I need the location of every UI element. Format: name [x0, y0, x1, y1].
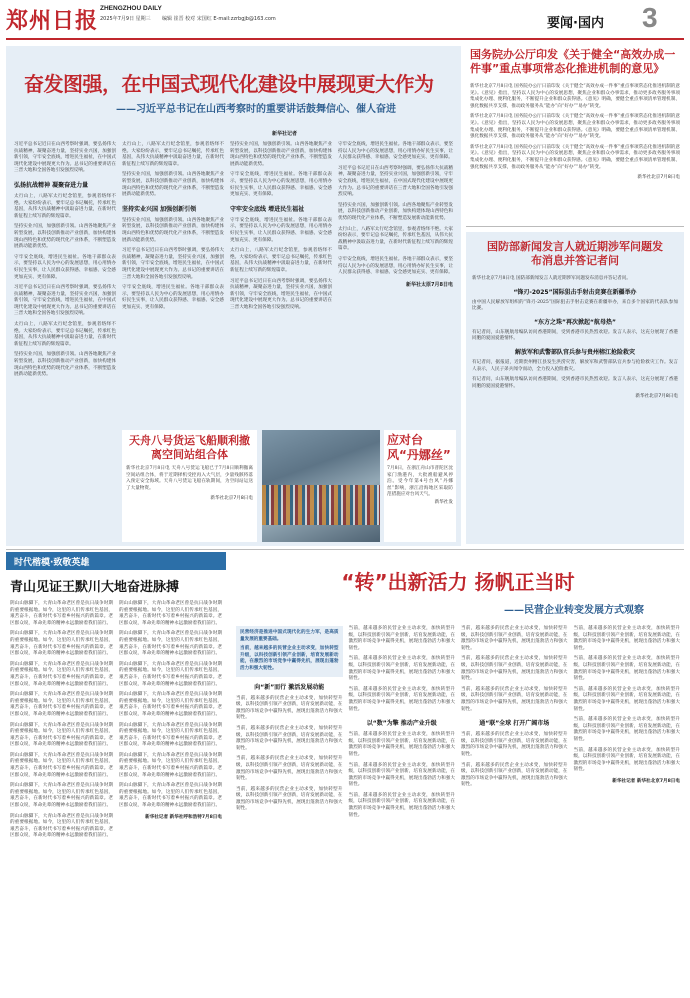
main-col1-text-d: 守牢安全底线，增进民生福祉。各地干部群众表示，要坚持以人民为中心的发展思想，用心用情办好民生实事，让人民群众获得感、幸福感、安全感更加充实、更有保障。 [14, 254, 116, 280]
section-tag [6, 552, 226, 570]
bottom-left-text-1: 阴山山脉脚下，大青山革命老区曾是抗日战争时期的重要根据地。如今，这里的人们传承红色基因，艰苦奋斗，在新时代书写着乡村振兴的新篇章。老区群众说，革命先辈的精神永远激励着我们前行。 [10, 601, 113, 626]
main-column-4 [338, 142, 453, 422]
bottom-right-text-20: 当前，越来越多的民营企业主动求变，加快转型升级，以科技创新引领产业创新，培育发展新动能，在激烈的市场竞争中赢得先机，展现出蓬勃活力和强大韧性。 [573, 747, 680, 773]
bottom-right-subtitle: ——民营企业转变发展方式观察 [504, 605, 644, 616]
spacecraft-story [122, 430, 257, 542]
bottom-right-text-5: 当前，越来越多的民营企业主动求变，加快转型升级，以科技创新引领产业创新，培育发展新动能，在激烈的市场竞争中赢得先机，展现出蓬勃活力和强大韧性。 [348, 626, 455, 651]
bottom-left-headline: 青山见证王默川大地奋进脉搏 [10, 580, 180, 595]
bottom-left-text-12: 阴山山脉脚下，大青山革命老区曾是抗日战争时期的重要根据地。如今，这里的人们传承红色基因，艰苦奋斗，在新时代书写着乡村振兴的新篇章。老区群众说，革命先辈的精神永远激励着我们前行。 [119, 692, 222, 717]
bottom-right-col-4 [574, 626, 681, 819]
bottom-right-text-9: 当前，越来越多的民营企业主动求变，加快转型升级，以科技创新引领产业创新，培育发展新动能，在激烈的市场竞争中赢得先机，展现出蓬勃活力和强大韧性。 [348, 762, 455, 788]
bottom-left-story [6, 552, 226, 992]
bottom-right-text-1: 当前，越来越多的民营企业主动求变，加快转型升级，以科技创新引领产业创新，培育发展新动能，在激烈的市场竞争中赢得先机，展现出蓬勃活力和强大韧性。 [236, 695, 343, 721]
bottom-right-text-16: 当前，越来越多的民营企业主动求变，加快转型升级，以科技创新引领产业创新，培育发展新动能，在激烈的市场竞争中赢得先机，展现出蓬勃活力和强大韧性。 [573, 626, 680, 651]
bottom-right-headline: “转”出新活力 扬帆正当时 [341, 570, 575, 594]
main-col2-text-e: 守牢安全底线，增进民生福祉。各地干部群众表示，要坚持以人民为中心的发展思想，用心用情办好民生实事，让人民群众获得感、幸福感、安全感更加充实、更有保障。 [122, 285, 224, 310]
bottom-right-text-4: 当前，越来越多的民营企业主动求变，加快转型升级，以科技创新引领产业创新，培育发展新动能，在激烈的市场竞争中赢得先机，展现出蓬勃活力和强大韧性。 [236, 786, 343, 812]
bottom-right-text-6: 当前，越来越多的民营企业主动求变，加快转型升级，以科技创新引领产业创新，培育发展新动能，在激烈的市场竞争中赢得先机，展现出蓬勃活力和强大韧性。 [348, 656, 455, 682]
right-top-end: 新华社北京7月8日电 [637, 175, 680, 181]
bottom-right-text-7: 当前，越来越多的民营企业主动求变，加快转型升级，以科技创新引领产业创新，培育发展新动能，在激烈的市场竞争中赢得先机，展现出蓬勃活力和强大韧性。 [348, 686, 455, 712]
main-story [6, 46, 461, 546]
bottom-right-text-8: 当前，越来越多的民营企业主动求变，加快转型升级，以科技创新引领产业创新，培育发展新动能，在激烈的市场竞争中赢得先机，展现出蓬勃活力和强大韧性。 [348, 732, 455, 757]
bottom-left-text-11: 阴山山脉脚下，大青山革命老区曾是抗日战争时期的重要根据地。如今，这里的人们传承红色基因，艰苦奋斗，在新时代书写着乡村振兴的新篇章。老区群众说，革命先辈的精神永远激励着我们前行。 [119, 661, 222, 687]
bottom-left-text-6: 阴山山脉脚下，大青山革命老区曾是抗日战争时期的重要根据地。如今，这里的人们传承红色基因，艰苦奋斗，在新时代书写着乡村振兴的新篇章。老区群众说，革命先辈的精神永远激励着我们前行。 [10, 752, 113, 778]
bottom-right-columns [232, 626, 684, 819]
bottom-right-text-3: 当前，越来越多的民营企业主动求变，加快转型升级，以科技创新引领产业创新，培育发展新动能，在激烈的市场竞争中赢得先机，展现出蓬勃活力和强大韧性。 [236, 756, 343, 782]
main-col1-text-b: 太行山上，八路军太行纪念馆里，参观者络绎不绝。大家纷纷表示，要牢记总书记嘱托，传承红色基因，从伟大抗战精神中汲取奋进力量，在新时代新征程上续写新的辉煌篇章。 [14, 193, 116, 219]
bottom-left-text-14: 阴山山脉脚下，大青山革命老区曾是抗日战争时期的重要根据地。如今，这里的人们传承红色基因，艰苦奋斗，在新时代书写着乡村振兴的新篇章。老区群众说，革命先辈的精神永远激励着我们前行。 [119, 752, 222, 778]
bottom-left-text-8: 阴山山脉脚下，大青山革命老区曾是抗日战争时期的重要根据地。如今，这里的人们传承红色基因，艰苦奋斗，在新时代书写着乡村振兴的新篇章。老区群众说，革命先辈的精神永远激励着我们前行。 [10, 813, 113, 839]
bottom-left-text-5: 阴山山脉脚下，大青山革命老区曾是抗日战争时期的重要根据地。如今，这里的人们传承红色基因，艰苦奋斗，在新时代书写着乡村振兴的新篇章。老区群众说，革命先辈的精神永远激励着我们前行。 [10, 722, 113, 748]
bottom-right-col-1 [236, 626, 343, 819]
bottom-left-col-2 [119, 601, 222, 840]
main-col3-text-c: 守牢安全底线，增进民生福祉。各地干部群众表示，要坚持以人民为中心的发展思想，用心用情办好民生实事，让人民群众获得感、幸福感、安全感更加充实、更有保障。 [230, 217, 332, 243]
typhoon-caption [384, 430, 456, 542]
typhoon-caption-text: 7月8日，在浙江舟山市普陀区沈家门渔港内，大批渔船避风停泊。受今年第4号台风“丹娜丝”影响，浙江沿海地区采取防范措施应对台风天气。 [387, 466, 453, 498]
right-mid-intro: 新华社北京7月8日电 国防部新闻发言人就近期涉军问题发布消息并答记者问。 [472, 276, 631, 281]
bottom-right-text-12: 当前，越来越多的民营企业主动求变，加快转型升级，以科技创新引领产业创新，培育发展新动能，在激烈的市场竞争中赢得先机，展现出蓬勃活力和强大韧性。 [461, 656, 568, 682]
header-rule [6, 38, 684, 40]
bottom-right-col-2 [349, 626, 456, 819]
bottom-right-text-11: 当前，越来越多的民营企业主动求变，加快转型升级，以科技创新引领产业创新，培育发展新动能，在激烈的市场竞争中赢得先机，展现出蓬勃活力和强大韧性。 [461, 626, 568, 651]
main-end-note: 新华社太原7月8日电 [406, 281, 453, 288]
bottom-right-text-14: 当前，越来越多的民营企业主动求变，加快转型升级，以科技创新引领产业创新，培育发展新动能，在激烈的市场竞争中赢得先机，展现出蓬勃活力和强大韧性。 [461, 732, 568, 757]
bottom-right-story [232, 552, 684, 992]
bottom-right-text-2: 当前，越来越多的民营企业主动求变，加快转型升级，以科技创新引领产业创新，培育发展新动能，在激烈的市场竞争中赢得先机，展现出蓬勃活力和强大韧性。 [236, 725, 343, 751]
bottom-left-text-3: 阴山山脉脚下，大青山革命老区曾是抗日战争时期的重要根据地。如今，这里的人们传承红色基因，艰苦奋斗，在新时代书写着乡村振兴的新篇章。老区群众说，革命先辈的精神永远激励着我们前行。 [10, 661, 113, 687]
right-mid-story [466, 232, 684, 544]
bottom-left-text-10: 阴山山脉脚下，大青山革命老区曾是抗日战争时期的重要根据地。如今，这里的人们传承红色基因，艰苦奋斗，在新时代书写着乡村振兴的新篇章。老区群众说，革命先辈的精神永远激励着我们前行。 [119, 631, 222, 657]
spacecraft-end: 新华社北京7月8日电 [210, 496, 253, 502]
bottom-right-text-13: 当前，越来越多的民营企业主动求变，加快转型升级，以科技创新引领产业创新，培育发展新动能，在激烈的市场竞争中赢得先机，展现出蓬勃活力和强大韧性。 [461, 686, 568, 712]
main-col2-text-b: 坚持实业兴国，加强创新引领。山西各地聚焦产业转型发展，以科技创新推动产业创新，加快构建体现山西特色和优势的现代化产业体系，不断塑造发展新动能新优势。 [122, 172, 224, 198]
bottom-right-text-19: 当前，越来越多的民营企业主动求变，加快转型升级，以科技创新引领产业创新，培育发展新动能，在激烈的市场竞争中赢得先机，展现出蓬勃活力和强大韧性。 [573, 717, 680, 742]
right-divider [466, 226, 684, 227]
right-top-body-b: 新华社北京7月8日电 国务院办公厅日前印发《关于健全“高效办成一件事”重点事项常态化推进机制的意见》。《意见》指出，坚持以人民为中心的发展思想，聚焦企业和群众办事需求，推动更多政务服务事项集成化办理、便利化服务，不断提升企业和群众获得感。《意见》明确，要健全重点事项清单管理机制、强化数据共享支撑，推动政务服务从“能办”向“好办”“易办”转变。 [470, 114, 680, 140]
main-headline: 奋发图强，在中国式现代化建设中展现更大作为 [24, 72, 434, 96]
bottom-left-end: 新华社记者 新华社呼和浩特7月8日电 [145, 814, 222, 820]
main-col1-text-e: 习近平总书记近日在山西考察时强调，要弘扬伟大抗战精神，凝聚奋进力量，坚持实业兴国，加强创新引领，守牢安全底线，增进民生福祉，在中国式现代化建设中展现更大作为。总书记的重要讲话在三晋大地和全国各地引发强烈反响。 [14, 285, 116, 317]
bottom-right-lead-b: 当前，越来越多的民营企业主动求变，加快转型升级，以科技创新引领产业创新，培育发展新动能，在激烈的市场竞争中赢得先机，展现出蓬勃活力和强大韧性。 [240, 646, 339, 671]
main-col1-text-g: 坚持实业兴国，加强创新引领。山西各地聚焦产业转型发展，以科技创新推动产业创新，加快构建体现山西特色和优势的现代化产业体系，不断塑造发展新动能新优势。 [14, 352, 116, 378]
right-mid-para-3: 有记者问，据报道，近期贵州榕江县发生洪涝灾害，解放军和武警部队官兵参与抢险救灾工作。发言人表示，人民子弟兵闻令而动，全力投入抢险救灾。 [472, 359, 678, 372]
main-col4-text: 守牢安全底线，增进民生福祉。各地干部群众表示，要坚持以人民为中心的发展思想，用心用情办好民生实事，让人民群众获得感、幸福感、安全感更加充实、更有保障。 [338, 142, 453, 161]
section-tag-label: 时代楷模·致敬英雄 [14, 558, 90, 568]
right-mid-end: 新华社北京7月8日电 [635, 394, 678, 400]
bottom-left-col-1 [10, 601, 113, 840]
bottom-right-text-10: 当前，越来越多的民营企业主动求变，加快转型升级，以科技创新引领产业创新，培育发展新动能，在激烈的市场竞争中赢得先机，展现出蓬勃活力和强大韧性。 [348, 792, 455, 818]
typhoon-photo [262, 430, 380, 542]
bottom-right-subhead-3: 通“联”全球 打开广阔市场 [479, 720, 550, 728]
main-subhead-1: 弘扬抗战精神 凝聚奋进力量 [14, 181, 89, 189]
harbor-boats-image [262, 485, 380, 525]
main-col3-text-d: 太行山上，八路军太行纪念馆里，参观者络绎不绝。大家纷纷表示，要牢记总书记嘱托，传承红色基因，从伟大抗战精神中汲取奋进力量，在新时代新征程上续写新的辉煌篇章。 [230, 248, 332, 273]
typhoon-credit: 新华社发 [434, 499, 453, 505]
bottom-right-lead-box [236, 626, 343, 677]
typhoon-headline: 应对台风“丹娜丝” [387, 433, 451, 462]
newspaper-en-name: ZHENGZHOU DAILY [100, 5, 162, 12]
right-mid-para-1: 由中国人民解放军组织的“锋刃-2025”国际狙击手射击竞赛在新疆举办，来自多个国家的代表队参加比赛。 [472, 299, 678, 312]
right-top-body: 新华社北京7月8日电 国务院办公厅日前印发《关于健全“高效办成一件事”重点事项常态化推进机制的意见》。《意见》指出，坚持以人民为中心的发展思想，聚焦企业和群众办事需求，推动更多政务服务事项集成化办理、便利化服务，不断提升企业和群众获得感。《意见》明确，要健全重点事项清单管理机制、强化数据共享支撑，推动政务服务从“能办”向“好办”“易办”转变。 [470, 84, 680, 109]
main-col4-text-e: 守牢安全底线，增进民生福祉。各地干部群众表示，要坚持以人民为中心的发展思想，用心用情办好民生实事，让人民群众获得感、幸福感、安全感更加充实、更有保障。 [338, 256, 453, 276]
main-col2-text-d: 习近平总书记近日在山西考察时强调，要弘扬伟大抗战精神，凝聚奋进力量，坚持实业兴国，加强创新引领，守牢安全底线，增进民生福祉，在中国式现代化建设中展现更大作为。总书记的重要讲话在三晋大地和全国各地引发强烈反响。 [122, 248, 224, 280]
bottom-left-text-4: 阴山山脉脚下，大青山革命老区曾是抗日战争时期的重要根据地。如今，这里的人们传承红色基因，艰苦奋斗，在新时代书写着乡村振兴的新篇章。老区群众说，革命先辈的精神永远激励着我们前行。 [10, 692, 113, 717]
main-byline: 新华社记者 [272, 131, 298, 137]
right-mid-subhead-2: “东方之珠”再次掀起“航母热” [534, 318, 616, 326]
main-col3-text-b: 守牢安全底线，增进民生福祉。各地干部群众表示，要坚持以人民为中心的发展思想，用心用情办好民生实事，让人民群众获得感、幸福感、安全感更加充实、更有保障。 [230, 172, 332, 198]
main-column-1 [14, 142, 116, 542]
right-mid-headline: 国防部新闻发言人就近期涉军问题发布消息并答记者问 [487, 240, 663, 267]
main-col3-text-e: 习近平总书记近日在山西考察时强调，要弘扬伟大抗战精神，凝聚奋进力量，坚持实业兴国，加强创新引领，守牢安全底线，增进民生福祉，在中国式现代化建设中展现更大作为。总书记的重要讲话在三晋大地和全国各地引发强烈反响。 [230, 278, 332, 310]
main-column-2 [122, 142, 224, 422]
main-column-3 [230, 142, 332, 422]
main-col4-text-c: 坚持实业兴国，加强创新引领。山西各地聚焦产业转型发展，以科技创新推动产业创新，加快构建体现山西特色和优势的现代化产业体系，不断塑造发展新动能新优势。 [338, 202, 453, 221]
spacecraft-body: 新华社北京7月8日电 天舟八号货运飞船已于7月8日顺利撤离空间站组合体，将于近期择机受控再入大气层，少量残骸将落入预定安全海域。天舟八号货运飞船在轨期间，为空间站运送了大量物资。 [126, 466, 253, 491]
bottom-left-text-15: 阴山山脉脚下，大青山革命老区曾是抗日战争时期的重要根据地。如今，这里的人们传承红色基因，艰苦奋斗，在新时代书写着乡村振兴的新篇章。老区群众说，革命先辈的精神永远激励着我们前行。 [119, 783, 222, 809]
section-name: 要闻·国内 [547, 16, 604, 31]
bottom-right-text-17: 当前，越来越多的民营企业主动求变，加快转型升级，以科技创新引领产业创新，培育发展新动能，在激烈的市场竞争中赢得先机，展现出蓬勃活力和强大韧性。 [573, 656, 680, 682]
right-mid-subhead-1: “锋刃-2025”国际狙击手射击竞赛在新疆举办 [513, 288, 637, 296]
bottom-left-columns [6, 601, 226, 840]
right-top-headline: 国务院办公厅印发《关于健全“高效办成一件事”重点事项常态化推进机制的意见》 [470, 48, 676, 75]
bottom-right-text-15: 当前，越来越多的民营企业主动求变，加快转型升级，以科技创新引领产业创新，培育发展新动能，在激烈的市场竞争中赢得先机，展现出蓬勃活力和强大韧性。 [461, 762, 568, 788]
main-col4-text-b: 习近平总书记近日在山西考察时强调，要弘扬伟大抗战精神，凝聚奋进力量，坚持实业兴国，加强创新引领，守牢安全底线，增进民生福祉，在中国式现代化建设中展现更大作为。总书记的重要讲话在三晋大地和全国各地引发强烈反响。 [338, 165, 453, 198]
spacecraft-headline: 天舟八号货运飞船顺利撤离空间站组合体 [129, 434, 250, 461]
main-subhead-2: 坚持实业兴国 加强创新引领 [122, 205, 197, 213]
right-top-body-c: 新华社北京7月8日电 国务院办公厅日前印发《关于健全“高效办成一件事”重点事项常态化推进机制的意见》。《意见》指出，坚持以人民为中心的发展思想，聚焦企业和群众办事需求，推动更多政务服务事项集成化办理、便利化服务，不断提升企业和群众获得感。《意见》明确，要健全重点事项清单管理机制、强化数据共享支撑，推动政务服务从“能办”向“好办”“易办”转变。 [470, 144, 680, 170]
bottom-right-subhead-2: 以“数”为擎 推动产业升级 [366, 720, 437, 728]
main-col2-text: 太行山上，八路军太行纪念馆里，参观者络绎不绝。大家纷纷表示，要牢记总书记嘱托，传承红色基因，从伟大抗战精神中汲取奋进力量，在新时代新征程上续写新的辉煌篇章。 [122, 142, 224, 167]
page-number: 3 [642, 2, 658, 33]
main-col1-text-f: 太行山上，八路军太行纪念馆里，参观者络绎不绝。大家纷纷表示，要牢记总书记嘱托，传承红色基因，从伟大抗战精神中汲取奋进力量，在新时代新征程上续写新的辉煌篇章。 [14, 322, 116, 347]
bottom-right-col-3 [461, 626, 568, 819]
issue-date: 2025年7月9日 星期三 [100, 16, 151, 22]
main-col1-text-c: 坚持实业兴国，加强创新引领。山西各地聚焦产业转型发展，以科技创新推动产业创新，加快构建体现山西特色和优势的现代化产业体系，不断塑造发展新动能新优势。 [14, 224, 116, 250]
bottom-left-text-2: 阴山山脉脚下，大青山革命老区曾是抗日战争时期的重要根据地。如今，这里的人们传承红色基因，艰苦奋斗，在新时代书写着乡村振兴的新篇章。老区群众说，革命先辈的精神永远激励着我们前行。 [10, 631, 113, 657]
main-col2-text-c: 坚持实业兴国，加强创新引领。山西各地聚焦产业转型发展，以科技创新推动产业创新，加快构建体现山西特色和优势的现代化产业体系，不断塑造发展新动能新优势。 [122, 217, 224, 243]
right-mid-subhead-3: 解放军和武警部队官兵参与贵州榕江抢险救灾 [514, 348, 635, 356]
masthead [0, 0, 690, 40]
main-col3-text: 坚持实业兴国，加强创新引领。山西各地聚焦产业转型发展，以科技创新推动产业创新，加快构建体现山西特色和优势的现代化产业体系，不断塑造发展新动能新优势。 [230, 142, 332, 167]
editor-line: 编辑 崔晋 校对 宋国红 E-mail:zzrbgjb@163.com [162, 16, 276, 22]
bottom-left-text-7: 阴山山脉脚下，大青山革命老区曾是抗日战争时期的重要根据地。如今，这里的人们传承红色基因，艰苦奋斗，在新时代书写着乡村振兴的新篇章。老区群众说，革命先辈的精神永远激励着我们前行。 [10, 783, 113, 809]
bottom-right-lead: 民营经济是推进中国式现代化的生力军，是高质量发展的重要基础。 [240, 630, 339, 642]
bottom-right-subhead-1: 向“新”而行 激活发展动能 [254, 683, 325, 691]
bottom-left-text-13: 阴山山脉脚下，大青山革命老区曾是抗日战争时期的重要根据地。如今，这里的人们传承红色基因，艰苦奋斗，在新时代书写着乡村振兴的新篇章。老区群众说，革命先辈的精神永远激励着我们前行。 [119, 722, 222, 748]
right-mid-para-4: 有记者问，山东舰航母编队访问香港期间，受到香港市民热烈欢迎。发言人表示，这充分展现了香港同胞的爱国爱港情怀。 [472, 377, 678, 389]
bottom-right-end: 新华社记者 新华社北京7月8日电 [612, 778, 680, 784]
main-col4-text-d: 太行山上，八路军太行纪念馆里，参观者络绎不绝。大家纷纷表示，要牢记总书记嘱托，传承红色基因，从伟大抗战精神中汲取奋进力量，在新时代新征程上续写新的辉煌篇章。 [338, 226, 453, 252]
newspaper-logo: 郑州日报 [6, 8, 99, 34]
main-subtitle: ——习近平总书记在山西考察时的重要讲话鼓舞信心、催人奋进 [116, 104, 396, 115]
bottom-divider [6, 549, 684, 550]
bottom-right-text-18: 当前，越来越多的民营企业主动求变，加快转型升级，以科技创新引领产业创新，培育发展新动能，在激烈的市场竞争中赢得先机，展现出蓬勃活力和强大韧性。 [573, 686, 680, 712]
right-mid-para-2: 有记者问，山东舰航母编队访问香港期间，受到香港市民热烈欢迎。发言人表示，这充分展现了香港同胞的爱国爱港情怀。 [472, 329, 678, 342]
main-col1-text: 习近平总书记近日在山西考察时强调，要弘扬伟大抗战精神，凝聚奋进力量，坚持实业兴国，加强创新引领，守牢安全底线，增进民生福祉，在中国式现代化建设中展现更大作为。总书记的重要讲话在三晋大地和全国各地引发强烈反响。 [14, 142, 116, 174]
bottom-left-text-9: 阴山山脉脚下，大青山革命老区曾是抗日战争时期的重要根据地。如今，这里的人们传承红色基因，艰苦奋斗，在新时代书写着乡村振兴的新篇章。老区群众说，革命先辈的精神永远激励着我们前行。 [119, 601, 222, 626]
main-subhead-3: 守牢安全底线 增进民生福祉 [230, 205, 305, 213]
